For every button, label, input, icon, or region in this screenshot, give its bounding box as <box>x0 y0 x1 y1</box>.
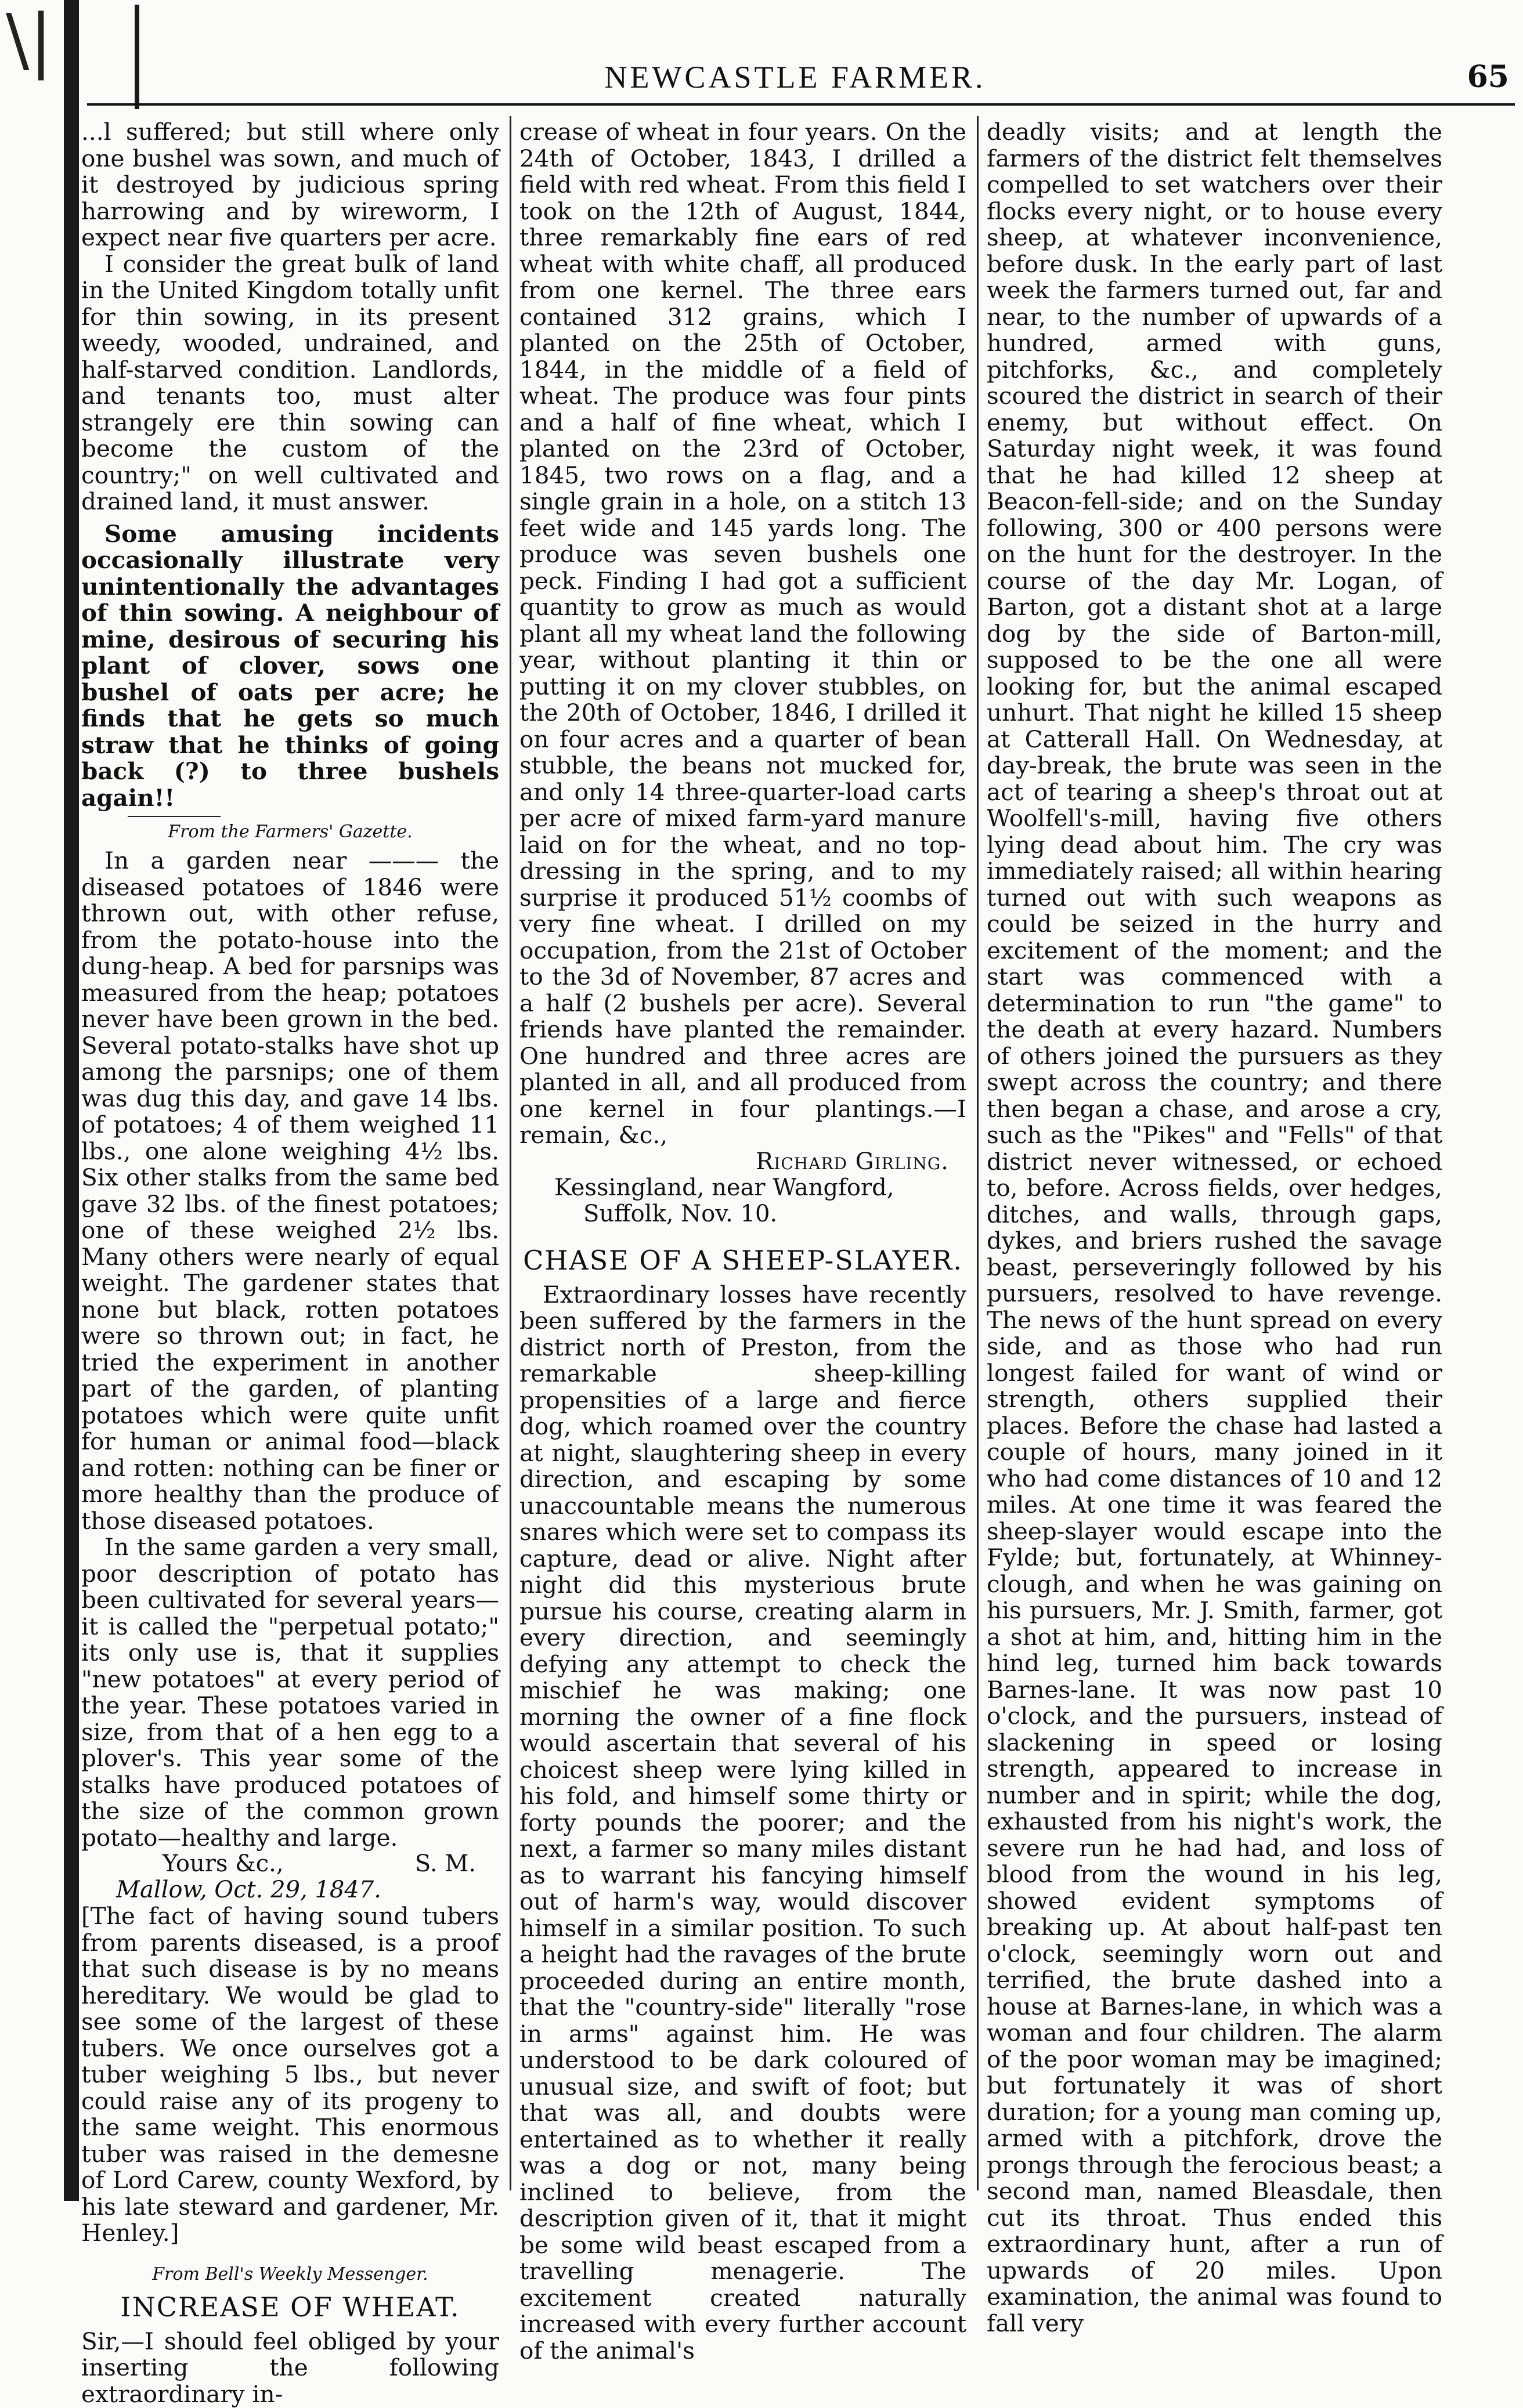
column-3 <box>987 119 1442 2337</box>
col1-paragraph-5: In the same garden a very small, poor description of potato has been cultivated for several years—it is called the "perpetual potato;" its only use is, that it supplies "new potatoes" at every period of the year. These potatoes varied in size, from that of a hen egg to a plover's. This year some of the stalks have produced potatoes of the size of the common grown potato—healthy and large. <box>81 1533 499 1852</box>
col2-paragraph-1: crease of wheat in four years. On the 24th of October, 1843, I drilled a field with red wheat. From this field I took on the 12th of August, 1844, three remarkably fine ears of red wheat with white chaff, all produced from one kernel. The three ears contained 312 grains, which I planted on the 25th of October, 1844, in the middle of a field of wheat. The produce was four pints and a half of fine wheat, which I planted on the 23rd of October, 1845, two rows on a flag, and a single grain in a hole, on a stitch 13 feet wide and 145 yards long. The produce was seven bushels one peck. Finding I had got a sufficient quantity to grow as much as would plant all my wheat land the following year, without planting it thin or putting it on my clover stubbles, on the 20th of October, 1846, I drilled it on four acres and a quarter of bean stubble, the beans not mucked for, and only 14 three-quarter-load carts per acre of mixed farm-yard manure laid on for the wheat, and no top-dressing in the spring, and to my surprise it produced 51½ coombs of very fine wheat. I drilled on my occupation, from the 21st of October to the 3d of November, 87 acres and a half (2 bushels per acre). Several friends have planted the remainder. One hundred and three acres are planted in all, and all produced from one kernel in four plantings.—I remain, &c., <box>519 118 966 1149</box>
running-title: NEWCASTLE FARMER. <box>604 60 986 95</box>
column-1 <box>81 119 499 2407</box>
col3-paragraph-1: deadly visits; and at length the farmers of the district felt themselves compelled to set watchers over their flocks every night, or to house every sheep, at whatever inconvenience, before dusk. In the early part of last week the farmers turned out, far and near, to the number of upwards of a hundred, armed with guns, pitchforks, &c., and completely scoured the district in search of their enemy, but without effect. On Saturday night week, it was found that he had killed 12 sheep at Beacon-fell-side; and on the Sunday following, 300 or 400 persons were on the hunt for the destroyer. In the course of the day Mr. Logan, of Barton, got a distant shot at a large dog by the side of Barton-mill, supposed to be the one all were looking for, but the animal escaped unhurt. That night he killed 15 sheep at Catterall Hall. On Wednesday, at day-break, the brute was seen in the act of tearing a sheep's throat out at Woolfell's-mill, having five others lying dead about him. The cry was immediately raised; all within hearing turned out with such weapons as could be seized in the hurry and excitement of the moment; and the start was commenced with a determination to run "the game" to the death at every hazard. Numbers of others joined the pursuers as they swept across the country; and there then began a chase, and arose a cry, such as the "Pikes" and "Fells" of that district never witnessed, or echoed to, before. Across fields, over hedges, ditches, and walls, through gaps, dykes, and briers rushed the savage beast, perseveringly followed by his pursuers, resolved to have revenge. The news of the hunt spread on every side, and as those who had run longest failed for want of wind or strength, others supplied their places. Before the chase had lasted a couple of hours, many joined in it who had come distances of 10 and 12 miles. At one time it was feared the sheep-slayer would escape into the Fylde; but, fortunately, at Whinney-clough, and when he was gaining on his pursuers, Mr. J. Smith, farmer, got a shot at him, and, hitting him in the hind leg, turned him back towards Barnes-lane. It was now past 10 o'clock, and the pursuers, instead of slackening in speed or losing strength, appeared to increase in number and in spirit; while the dog, exhausted from his night's work, the severe run he had had, and loss of blood from the wound in his leg, showed evident symptoms of breaking up. At about half-past ten o'clock, seemingly worn out and terrified, the brute dashed into a house at Barnes-lane, in which was a woman and four children. The alarm of the poor woman may be imagined; but fortunately it was of short duration; for a young man coming up, armed with a pitchfork, drove the prongs through the ferocious beast; a second man, named Bleasdale, then cut its throat. Thus ended this extraordinary hunt, after a run of upwards of 20 miles. Upon examination, the animal was found to fall very <box>987 118 1442 2337</box>
column-rule-1 <box>510 116 511 2190</box>
page-number: 65 <box>1467 59 1509 95</box>
col1-paragraph-7: Sir,—I should feel obliged by your inserting the following extraordinary in- <box>81 2327 499 2408</box>
signature-place: Mallow, Oct. 29, 1847. <box>116 1876 381 1903</box>
source-farmers-gazette: From the Farmers' Gazette. <box>168 822 413 842</box>
headline-sheep-slayer: CHASE OF A SHEEP-SLAYER. <box>523 1244 963 1276</box>
col1-paragraph-4: In a garden near ——— the diseased potatoes of 1846 were thrown out, with other refuse, from the potato-house into the dung-heap. A bed for parsnips was measured from the heap; potatoes never have been grown in the bed. Several potato-stalks have shot up among the parsnips; one of them was dug this day, and gave 14 lbs. of potatoes; 4 of them weighed 11 lbs., one alone weighing 4½ lbs. Six other stalks from the same bed gave 32 lbs. of the finest potatoes; one of these weighed 2½ lbs. Many others were nearly of equal weight. The gardener states that none but black, rotten potatoes were so thrown out; in fact, he tried the experiment in another part of the garden, of planting potatoes which were quite unfit for human or animal food—black and rotten: nothing can be finer or more healthy than the produce of those diseased potatoes. <box>81 847 499 1535</box>
header-rule <box>87 103 1515 106</box>
col1-paragraph-3: Some amusing incidents occasionally illustrate very unintentionally the advantages of thin sowing. A neighbour of mine, desirous of securing his plant of clover, sows one bushel of oats per acre; he finds that he gets so much straw that he thinks of going back (?) to three bushels again!! <box>81 519 499 812</box>
place-kessingland: Kessingland, near Wangford, <box>554 1174 894 1201</box>
source-bells-weekly: From Bell's Weekly Messenger. <box>152 2264 428 2284</box>
col1-paragraph-1: ...l suffered; but still where only one bushel was sown, and much of it destroyed by judicious spring harrowing and by wireworm, I expect near five quarters per acre. <box>81 118 499 251</box>
page-header <box>70 59 1521 100</box>
column-2 <box>519 119 966 2364</box>
signature-girling: Richard Girling. <box>756 1148 949 1175</box>
place-suffolk: Suffolk, Nov. 10. <box>583 1200 778 1227</box>
signature-initials: S. M. <box>414 1850 476 1877</box>
col1-paragraph-2: I consider the great bulk of land in the United Kingdom totally unfit for thin sowing, in its present weedy, wooded, undrained, and half-starved condition. Landlords, and tenants too, must alter strangely ere thin sowing can become the custom of the country;" on well cultivated and drained land, it must answer. <box>81 250 499 515</box>
col1-paragraph-6: [The fact of having sound tubers from parents diseased, is a proof that such disease is by no means hereditary. We would be glad to see some of the largest of these tubers. We once ourselves got a tuber weighing 5 lbs., but never could raise any of its progeny to the same weight. This enormous tuber was raised in the demesne of Lord Carew, county Wexford, by his late steward and gardener, Mr. Henley.] <box>81 1902 499 2247</box>
margin-scrawl: \| <box>6 0 53 81</box>
col2-paragraph-2: Extraordinary losses have recently been suffered by the farmers in the district north of Preston, from the remarkable sheep-killing propensities of a large and fierce dog, which roamed over the country at night, slaughtering sheep in every direction, and escaping by some unaccountable means the numerous snares which were set to compass its capture, dead or alive. Night after night did this mysterious brute pursue his course, creating alarm in every direction, and seemingly defying any attempt to check the mischief he was making; one morning the owner of a fine flock would ascertain that several of his choicest sheep were lying killed in his fold, and himself some thirty or forty pounds the poorer; and the next, a farmer so many miles distant as to warrant his fancying himself out of harm's way, would discover himself in a similar position. To such a height had the ravages of the brute proceeded during an entire month, that the "country-side" literally "rose in arms" against him. He was understood to be dark coloured of unusual size, and swift of foot; but that was all, and doubts were entertained as to whether it really was a dog or not, many being inclined to believe, from the description given of it, that it might be some wild beast escaped from a travelling menagerie. The excitement created naturally increased with every further account of the animal's <box>519 1280 966 2364</box>
signature-yours: Yours &c., <box>163 1850 284 1877</box>
signature-row <box>81 1851 499 1877</box>
section-divider <box>128 816 221 817</box>
binding-edge <box>64 0 79 2201</box>
column-rule-2 <box>977 116 979 2190</box>
headline-increase-of-wheat: INCREASE OF WHEAT. <box>120 2291 460 2323</box>
